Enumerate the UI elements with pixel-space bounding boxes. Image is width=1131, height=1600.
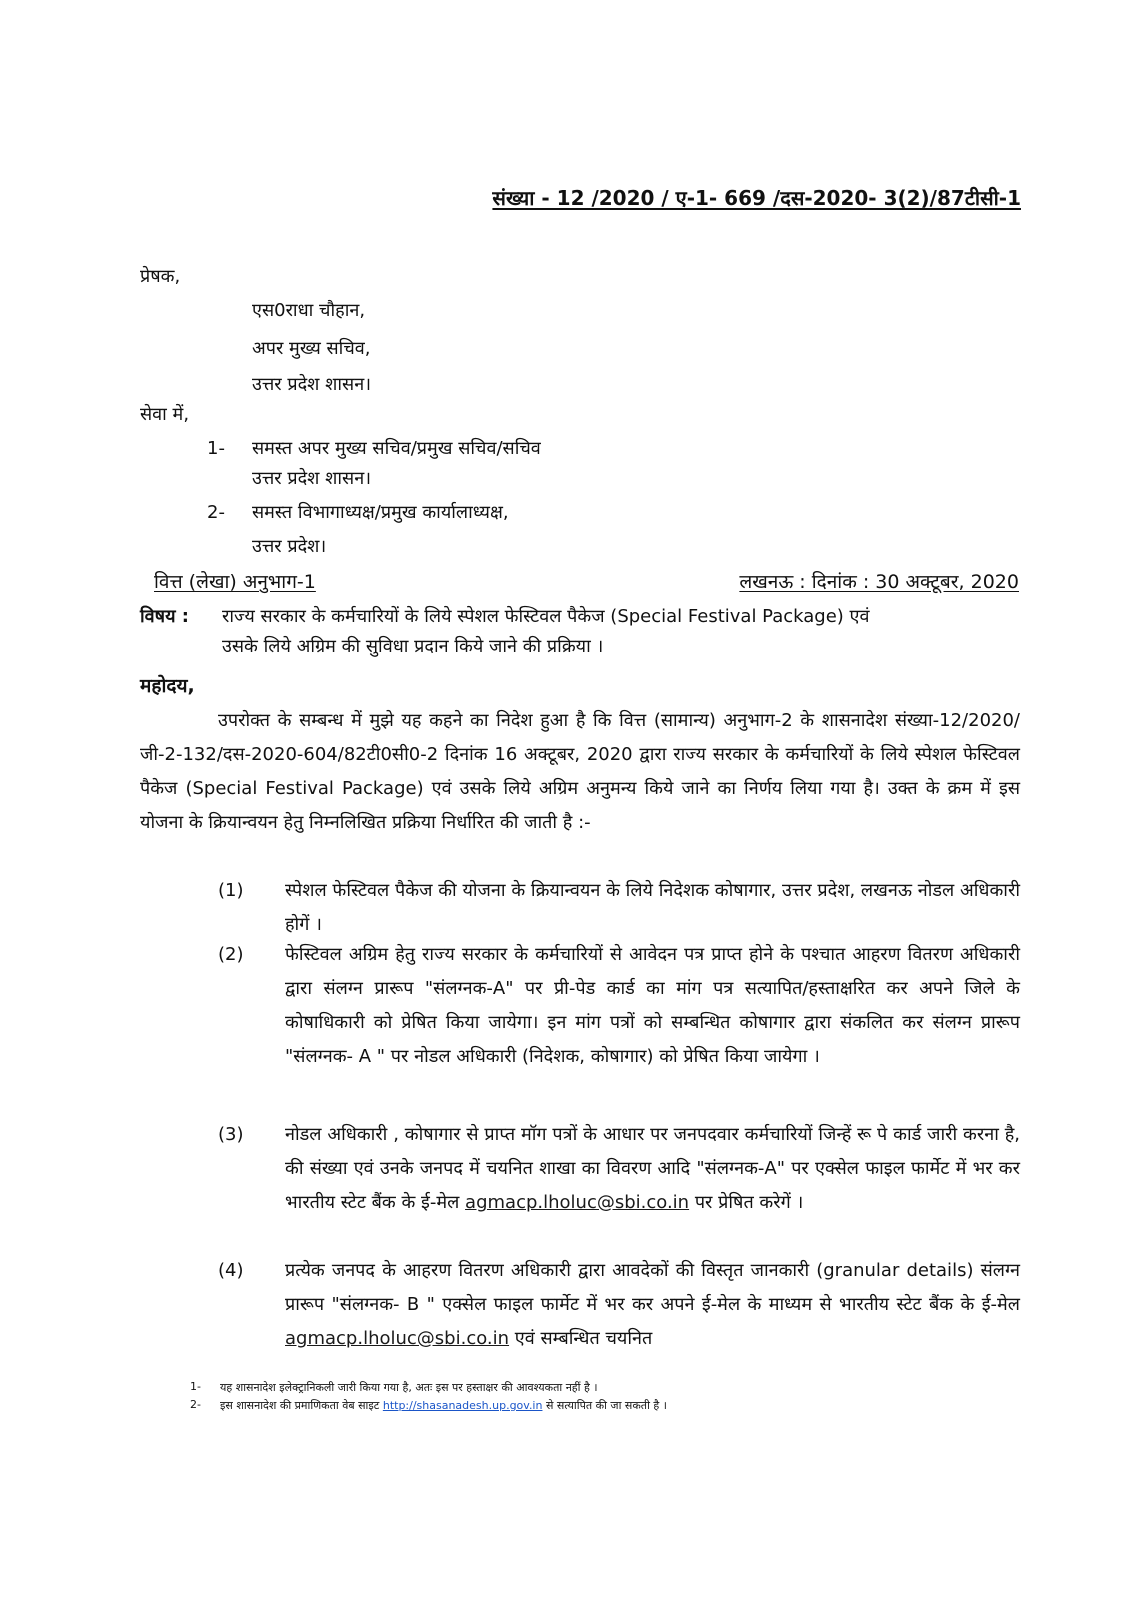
point-item: [0, 1254, 1131, 1358]
point-text: फेस्टिवल अग्रिम हेतु राज्य सरकार के कर्मचारियों से आवेदन पत्र प्राप्त होने के पश्चात आहरण वितरण अधिकारी द्वारा संलग्न प्रारूप "संलग्नक-A" पर प्री-पेड कार्ड का मांग पत्र सत्यापित/हस्ताक्षरित कर अपने जिले के कोषाधिकारी को प्रेषित किया जायेगा। इन मांग पत्रों को सम्बन्धित कोषागार द्वारा संकलित कर संलग्न प्रारूप "संलग्नक- A " पर नोडल अधिकारी (निदेशक, कोषागार) को प्रेषित किया जायेगा ।: [285, 944, 1020, 1067]
salutation: महोदय,: [140, 675, 195, 697]
department-name: वित्त (लेखा) अनुभाग-1: [154, 571, 316, 593]
point-number: (3): [218, 1124, 244, 1145]
footnote: [0, 1380, 1131, 1400]
footnote-number: 2-: [190, 1398, 201, 1411]
place-date: लखनऊ : दिनांक : 30 अक्टूबर, 2020: [739, 571, 1019, 593]
body-paragraph: उपरोक्त के सम्बन्ध में मुझे यह कहने का निदेश हुआ है कि वित्त (सामान्य) अनुभाग-2 के शासनादेश संख्या-12/2020/जी-2-132/दस-2020-604/82टी0सी0-2 दिनांक 16 अक्टूबर, 2020 द्वारा राज्य सरकार के कर्मचारियों के लिये स्पेशल फेस्टिवल पैकेज (Special Festival Package) एवं उसके लिये अग्रिम अनुमन्य किये जाने का निर्णय लिया गया है। उक्त के क्रम में इस योजना के क्रियान्वयन हेतु निम्नलिखित प्रक्रिया निर्धारित की जाती है :-: [140, 710, 1020, 833]
footnote: [0, 1398, 1131, 1418]
website-link[interactable]: http://shasanadesh.up.gov.in: [382, 1399, 543, 1412]
sender-name: एस0राधा चौहान,: [252, 300, 366, 321]
subject-line: उसके लिये अग्रिम की सुविधा प्रदान किये जाने की प्रक्रिया ।: [222, 636, 604, 657]
footnote-text: इस शासनादेश की प्रमाणिकता वेब साइट http://shasanadesh.up.gov.in से सत्यापित की जा सकती है ।: [220, 1399, 667, 1412]
recipient-item-number: 2-: [207, 502, 225, 523]
email-link[interactable]: agmacp.lholuc@sbi.co.in: [285, 1328, 510, 1349]
sender-label: प्रेषक,: [140, 266, 181, 287]
point-item: [0, 938, 1131, 1108]
subject-label: विषय :: [140, 606, 189, 627]
point-number: (4): [218, 1260, 244, 1281]
point-text: नोडल अधिकारी , कोषागार से प्राप्त मॉग पत्रों के आधार पर जनपदवार कर्मचारियों जिन्हें रू पे कार्ड जारी करना है, की संख्या एवं उनके जनपद में चयनित शाखा का विवरण आदि "संलग्नक-A" पर एक्सेल फाइल फार्मेट में भर कर भारतीय स्टेट बैंक के ई-मेल agmacp.lholuc@sbi.co.in पर प्रेषित करेगें ।: [285, 1124, 1020, 1213]
point-text: स्पेशल फेस्टिवल पैकेज की योजना के क्रियान्वयन के लिये निदेशक कोषागार, उत्तर प्रदेश, लखनऊ नोडल अधिकारी होगें ।: [285, 880, 1020, 935]
point-number: (2): [218, 944, 244, 965]
footnote-text: यह शासनादेश इलेक्ट्रानिकली जारी किया गया है, अतः इस पर हस्ताक्षर की आवश्यकता नहीं है ।: [220, 1381, 598, 1394]
recipient-item-line: उत्तर प्रदेश।: [252, 536, 327, 557]
point-text: प्रत्येक जनपद के आहरण वितरण अधिकारी द्वारा आवदेकों की विस्तृत जानकारी (granular details) संलग्न प्रारूप "संलग्नक- B " एक्सेल फाइल फार्मेट में भर कर अपने ई-मेल के माध्यम से भारतीय स्टेट बैंक के ई-मेल agmacp.lholuc@sbi.co.in एवं सम्बन्धित चयनित: [285, 1260, 1020, 1349]
footnote-number: 1-: [190, 1380, 201, 1393]
point-number: (1): [218, 880, 244, 901]
recipient-item-line: समस्त अपर मुख्य सचिव/प्रमुख सचिव/सचिव: [252, 438, 541, 459]
reference-number: संख्या - 12 /2020 / ए-1- 669 /दस-2020- 3(2)/87टीसी-1: [492, 186, 1021, 210]
recipient-item-line: समस्त विभागाध्यक्ष/प्रमुख कार्यालाध्यक्ष,: [252, 502, 509, 523]
sender-office: उत्तर प्रदेश शासन।: [252, 374, 372, 395]
email-link[interactable]: agmacp.lholuc@sbi.co.in: [465, 1192, 690, 1213]
recipient-item-line: उत्तर प्रदेश शासन।: [252, 468, 372, 489]
subject-line: राज्य सरकार के कर्मचारियों के लिये स्पेशल फेस्टिवल पैकेज (Special Festival Package) एवं: [222, 606, 870, 627]
recipient-label: सेवा में,: [140, 404, 190, 425]
point-item: [0, 1118, 1131, 1254]
sender-designation: अपर मुख्य सचिव,: [252, 338, 371, 359]
recipient-item-number: 1-: [207, 438, 225, 459]
point-item: [0, 874, 1131, 944]
